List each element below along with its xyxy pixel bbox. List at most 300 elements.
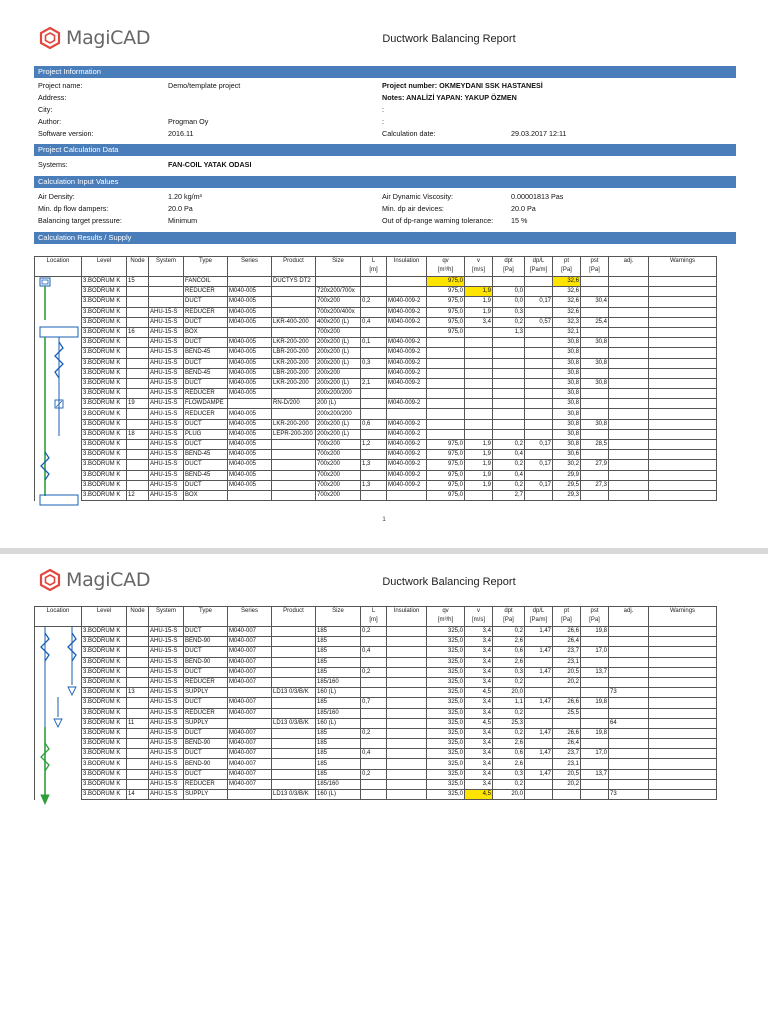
table-cell: 3.BODRUM K <box>82 480 127 490</box>
table-cell <box>387 769 427 779</box>
table-cell <box>361 399 387 409</box>
table-cell <box>272 450 316 460</box>
table-cell <box>649 739 717 749</box>
table-cell: 325,0 <box>427 657 465 667</box>
column-header <box>316 607 361 627</box>
table-cell: 160 (L) <box>316 718 361 728</box>
table-cell <box>361 718 387 728</box>
table-cell: FANCOIL <box>184 277 228 287</box>
table-cell: M040-005 <box>228 358 272 368</box>
project-name-value: Demo/template project <box>168 81 241 90</box>
table-cell <box>649 307 717 317</box>
table-row <box>35 368 717 378</box>
table-cell: AHU-15-S <box>149 389 184 399</box>
table-cell <box>228 790 272 800</box>
table-cell: 185 <box>316 627 361 637</box>
table-row <box>35 277 717 287</box>
table-cell <box>525 739 553 749</box>
table-cell: 3.BODRUM K <box>82 769 127 779</box>
table-cell: 2,6 <box>493 657 525 667</box>
table-cell <box>272 327 316 337</box>
table-cell: 0,4 <box>361 317 387 327</box>
table-cell: DUCT <box>184 749 228 759</box>
table-cell: 30,8 <box>553 368 581 378</box>
balancing-target-value: Minimum <box>168 216 198 225</box>
table-cell: 2,6 <box>493 739 525 749</box>
column-header <box>553 257 581 277</box>
column-header-label: Warnings <box>669 258 696 264</box>
table-row <box>35 480 717 490</box>
table-cell: 3,4 <box>465 739 493 749</box>
table-cell: 0,1 <box>361 338 387 348</box>
table-cell <box>272 627 316 637</box>
location-cell <box>35 698 82 708</box>
location-cell <box>35 657 82 667</box>
table-cell: DUCT <box>184 480 228 490</box>
table-cell: 200x200 (L) <box>316 429 361 439</box>
column-header-unit: [Pa/m] <box>529 617 548 623</box>
table-cell <box>361 677 387 687</box>
column-header-unit: [Pa] <box>503 267 514 273</box>
table-cell: RN-D/200 <box>272 399 316 409</box>
table-cell <box>465 327 493 337</box>
table-cell: 1,9 <box>465 450 493 460</box>
table-cell <box>525 389 553 399</box>
column-header-unit: [Pa/m] <box>529 267 548 273</box>
table-cell <box>272 739 316 749</box>
table-cell: 0,3 <box>493 307 525 317</box>
column-header <box>465 257 493 277</box>
location-cell <box>35 667 82 677</box>
table-cell: AHU-15-S <box>149 749 184 759</box>
column-header-unit: [m³/h] <box>437 617 454 623</box>
systems-label: Systems: <box>38 160 68 169</box>
table-row <box>35 637 717 647</box>
table-cell <box>127 287 149 297</box>
calculation-date-value: 29.03.2017 12:11 <box>511 129 567 138</box>
table-cell: 325,0 <box>427 688 465 698</box>
table-cell <box>361 739 387 749</box>
table-cell: 3,4 <box>465 627 493 637</box>
table-cell <box>272 307 316 317</box>
table-cell: 3.BODRUM K <box>82 440 127 450</box>
table-cell <box>493 389 525 399</box>
table-cell: 1,9 <box>465 297 493 307</box>
table-cell <box>525 637 553 647</box>
author-label: Author: <box>38 117 62 126</box>
table-cell: 20,2 <box>553 779 581 789</box>
table-cell <box>649 277 717 287</box>
table-cell: 0,17 <box>525 480 553 490</box>
table-cell: 0,3 <box>493 667 525 677</box>
table-cell: 1,3 <box>361 460 387 470</box>
table-cell <box>649 419 717 429</box>
table-cell <box>525 490 553 500</box>
table-cell: M040-005 <box>228 338 272 348</box>
table-cell <box>649 718 717 728</box>
column-header-unit: [m/s] <box>472 617 485 623</box>
table-cell: 30,8 <box>581 419 609 429</box>
table-cell: 700x200 <box>316 297 361 307</box>
table-cell: M040-009-2 <box>387 297 427 307</box>
table-cell <box>127 348 149 358</box>
table-cell: DUCT <box>184 317 228 327</box>
table-cell: 0,2 <box>493 440 525 450</box>
column-header-unit: [m³/h] <box>437 267 454 273</box>
table-cell <box>272 460 316 470</box>
table-cell <box>649 480 717 490</box>
column-header-label: pt <box>563 608 569 614</box>
table-cell <box>581 307 609 317</box>
table-cell <box>272 667 316 677</box>
table-cell <box>609 450 649 460</box>
table-row <box>35 317 717 327</box>
table-cell: 12 <box>127 490 149 500</box>
project-number: Project number: OKMEYDANI SSK HASTANESİ <box>382 81 543 90</box>
column-header-label: Series <box>240 608 258 614</box>
table-cell: 700x200 <box>316 450 361 460</box>
location-cell <box>35 779 82 789</box>
table-cell: 325,0 <box>427 677 465 687</box>
author-value: Progman Oy <box>168 117 209 126</box>
location-cell <box>35 728 82 738</box>
table-cell <box>228 277 272 287</box>
table-cell: 0,57 <box>525 317 553 327</box>
table-cell: 30,8 <box>581 338 609 348</box>
column-header-label: qv <box>442 258 449 264</box>
min-dp-devices-value: 20.0 Pa <box>511 204 536 213</box>
table-cell <box>387 698 427 708</box>
table-cell <box>387 688 427 698</box>
table-cell: 200x200 (L) <box>316 348 361 358</box>
table-cell <box>525 790 553 800</box>
min-dp-devices-label: Min. dp air devices: <box>382 204 444 213</box>
column-header-label: Type <box>198 258 212 264</box>
table-cell <box>361 307 387 317</box>
table-cell: M040-005 <box>228 389 272 399</box>
table-cell <box>387 627 427 637</box>
table-row <box>35 297 717 307</box>
table-cell: 1,9 <box>465 460 493 470</box>
table-row <box>35 327 717 337</box>
table-cell: 975,0 <box>427 297 465 307</box>
table-cell: AHU-15-S <box>149 677 184 687</box>
location-cell <box>35 460 82 470</box>
column-header-label: pst <box>590 608 599 614</box>
table-cell: 3.BODRUM K <box>82 450 127 460</box>
table-cell <box>609 460 649 470</box>
table-cell: 0,2 <box>361 667 387 677</box>
table-cell: 975,0 <box>427 327 465 337</box>
table-cell: M040-009-2 <box>387 460 427 470</box>
table-cell <box>581 657 609 667</box>
column-header-label: Insulation <box>393 608 420 614</box>
table-cell <box>525 688 553 698</box>
table-cell <box>525 287 553 297</box>
table-cell <box>609 389 649 399</box>
table-cell: 200 (L) <box>316 399 361 409</box>
table-cell <box>649 470 717 480</box>
location-cell <box>35 647 82 657</box>
table-cell: 30,8 <box>553 378 581 388</box>
column-header <box>609 607 649 627</box>
table-cell: REDUCER <box>184 389 228 399</box>
table-cell: 3.BODRUM K <box>82 399 127 409</box>
table-cell: 64 <box>609 718 649 728</box>
table-cell <box>127 698 149 708</box>
table-cell <box>272 490 316 500</box>
table-cell: 0,2 <box>493 728 525 738</box>
table-cell <box>465 399 493 409</box>
table-cell: 16 <box>127 327 149 337</box>
table-cell: REDUCER <box>184 307 228 317</box>
table-cell <box>361 708 387 718</box>
table-cell: 3,4 <box>465 698 493 708</box>
table-cell: 3.BODRUM K <box>82 708 127 718</box>
out-of-range-value: 15 % <box>511 216 528 225</box>
column-header <box>609 257 649 277</box>
table-cell: 3,4 <box>465 708 493 718</box>
table-cell <box>387 759 427 769</box>
table-cell: M040-007 <box>228 759 272 769</box>
table-cell: 0,0 <box>493 287 525 297</box>
table-cell: 30,2 <box>553 460 581 470</box>
table-cell: M040-005 <box>228 317 272 327</box>
column-header-label: Level <box>96 258 112 264</box>
systems-value: FAN-COIL YATAK ODASI <box>168 160 252 169</box>
column-header <box>465 607 493 627</box>
table-cell <box>649 460 717 470</box>
table-cell: 26,6 <box>553 698 581 708</box>
table-cell <box>609 287 649 297</box>
table-cell <box>127 450 149 460</box>
column-header-label: Location <box>46 258 70 264</box>
table-cell: M040-005 <box>228 297 272 307</box>
table-cell <box>525 277 553 287</box>
table-cell <box>609 409 649 419</box>
table-cell <box>387 749 427 759</box>
table-cell: 0,7 <box>361 698 387 708</box>
table-row <box>35 358 717 368</box>
location-cell <box>35 637 82 647</box>
table-cell: M040-009-2 <box>387 348 427 358</box>
table-cell: 3,4 <box>465 749 493 759</box>
table-cell <box>127 409 149 419</box>
table-cell: LD13 0/3/B/K <box>272 718 316 728</box>
table-cell: 400x200 (L) <box>316 317 361 327</box>
table-cell <box>272 759 316 769</box>
column-header <box>184 607 228 627</box>
air-density-label: Air Density: <box>38 192 75 201</box>
table-cell: 3.BODRUM K <box>82 338 127 348</box>
table-cell: 3.BODRUM K <box>82 368 127 378</box>
location-cell <box>35 749 82 759</box>
table-cell <box>127 779 149 789</box>
table-cell: 3.BODRUM K <box>82 637 127 647</box>
table-cell <box>387 657 427 667</box>
table-cell <box>427 358 465 368</box>
table-cell: 1,47 <box>525 769 553 779</box>
table-cell: AHU-15-S <box>149 409 184 419</box>
table-cell <box>361 779 387 789</box>
table-cell <box>581 409 609 419</box>
column-header <box>272 607 316 627</box>
table-cell: LKR-200-200 <box>272 358 316 368</box>
table-cell <box>127 647 149 657</box>
table-cell: 0,2 <box>361 627 387 637</box>
column-header-label: Warnings <box>669 608 696 614</box>
column-header <box>361 607 387 627</box>
page-header <box>0 0 768 64</box>
table-cell: 185 <box>316 698 361 708</box>
table-cell: 3.BODRUM K <box>82 419 127 429</box>
table-cell: 32,6 <box>553 277 581 287</box>
table-cell: REDUCER <box>184 287 228 297</box>
table-cell <box>525 378 553 388</box>
table-cell: 4,5 <box>465 688 493 698</box>
table-cell: 325,0 <box>427 708 465 718</box>
table-cell: M040-009-2 <box>387 480 427 490</box>
viscosity-value: 0.00001813 Pas <box>511 192 564 201</box>
table-cell: AHU-15-S <box>149 460 184 470</box>
table-cell: 26,4 <box>553 637 581 647</box>
table-cell: BEND-90 <box>184 739 228 749</box>
table-cell <box>609 759 649 769</box>
table-cell <box>525 358 553 368</box>
table-cell: 1,47 <box>525 647 553 657</box>
location-cell <box>35 688 82 698</box>
table-cell <box>649 297 717 307</box>
table-cell <box>387 647 427 657</box>
table-cell: M040-009-2 <box>387 307 427 317</box>
table-cell: 3,4 <box>465 657 493 667</box>
table-cell: M040-007 <box>228 657 272 667</box>
table-cell: 200x200 (L) <box>316 378 361 388</box>
table-cell <box>127 419 149 429</box>
table-cell: 17,0 <box>581 749 609 759</box>
table-cell: AHU-15-S <box>149 790 184 800</box>
table-cell <box>609 378 649 388</box>
column-header-unit: [Pa] <box>589 267 600 273</box>
table-cell: 30,8 <box>553 399 581 409</box>
table-cell: AHU-15-S <box>149 769 184 779</box>
table-cell <box>427 338 465 348</box>
table-cell: 26,6 <box>553 627 581 637</box>
column-header-label: Insulation <box>393 258 420 264</box>
table-cell: 20,2 <box>553 677 581 687</box>
table-cell: 700x200 <box>316 480 361 490</box>
table-cell: M040-007 <box>228 708 272 718</box>
table-cell <box>609 779 649 789</box>
table-cell <box>465 378 493 388</box>
table-cell: 185 <box>316 739 361 749</box>
table-cell: 13,7 <box>581 667 609 677</box>
table-cell <box>553 718 581 728</box>
table-row <box>35 759 717 769</box>
table-cell <box>609 327 649 337</box>
table-cell: 325,0 <box>427 739 465 749</box>
table-row <box>35 718 717 728</box>
column-header-label: adj. <box>623 608 634 614</box>
table-cell: 0,4 <box>493 470 525 480</box>
table-cell: AHU-15-S <box>149 470 184 480</box>
table-cell: 2,6 <box>493 637 525 647</box>
location-cell <box>35 790 82 800</box>
table-cell: 3,4 <box>465 667 493 677</box>
table-cell <box>581 450 609 460</box>
table-cell: M040-009-2 <box>387 317 427 327</box>
table-cell: M040-007 <box>228 698 272 708</box>
table-cell: M040-005 <box>228 460 272 470</box>
table-cell <box>609 677 649 687</box>
table-cell <box>525 409 553 419</box>
table-cell: 325,0 <box>427 718 465 728</box>
table-row <box>35 769 717 779</box>
table-cell: 30,8 <box>581 358 609 368</box>
table-cell: 3.BODRUM K <box>82 667 127 677</box>
column-header-unit: [m] <box>369 267 378 273</box>
table-row <box>35 389 717 399</box>
table-cell <box>649 627 717 637</box>
table-cell: 325,0 <box>427 637 465 647</box>
table-cell <box>649 450 717 460</box>
location-cell <box>35 378 82 388</box>
table-cell <box>272 480 316 490</box>
table-cell: 1,9 <box>465 307 493 317</box>
table-cell: 0,4 <box>361 647 387 657</box>
table-cell: 30,8 <box>553 389 581 399</box>
table-cell: 200x200/200 <box>316 409 361 419</box>
table-cell: 3.BODRUM K <box>82 277 127 287</box>
table-row <box>35 677 717 687</box>
location-cell <box>35 429 82 439</box>
table-cell: 3.BODRUM K <box>82 759 127 769</box>
table-cell: DUCT <box>184 338 228 348</box>
table-cell <box>649 637 717 647</box>
table-cell: 0,0 <box>493 297 525 307</box>
table-cell: M040-009-2 <box>387 399 427 409</box>
table-cell: AHU-15-S <box>149 368 184 378</box>
table-cell <box>127 667 149 677</box>
location-cell <box>35 389 82 399</box>
column-header-label: Product <box>283 258 304 264</box>
table-row <box>35 440 717 450</box>
table-cell: 700x200 <box>316 440 361 450</box>
column-header <box>184 257 228 277</box>
location-cell <box>35 327 82 337</box>
table-cell: 720x200/700x <box>316 287 361 297</box>
column-header-unit: [Pa] <box>589 617 600 623</box>
table-cell <box>272 708 316 718</box>
table-cell <box>525 718 553 728</box>
table-cell <box>609 739 649 749</box>
table-cell <box>609 317 649 327</box>
table-cell: 32,1 <box>553 327 581 337</box>
table-cell: REDUCER <box>184 409 228 419</box>
table-cell <box>493 338 525 348</box>
table-cell: 20,0 <box>493 790 525 800</box>
table-cell <box>272 647 316 657</box>
table-cell: 3.BODRUM K <box>82 779 127 789</box>
report-title: Ductwork Balancing Report <box>382 33 516 45</box>
column-header-unit: [Pa] <box>503 617 514 623</box>
column-header-label: Location <box>46 608 70 614</box>
table-cell: 0,2 <box>361 297 387 307</box>
table-cell <box>609 647 649 657</box>
table-cell: AHU-15-S <box>149 779 184 789</box>
table-cell: 2,6 <box>493 759 525 769</box>
report-title: Ductwork Balancing Report <box>382 576 516 588</box>
